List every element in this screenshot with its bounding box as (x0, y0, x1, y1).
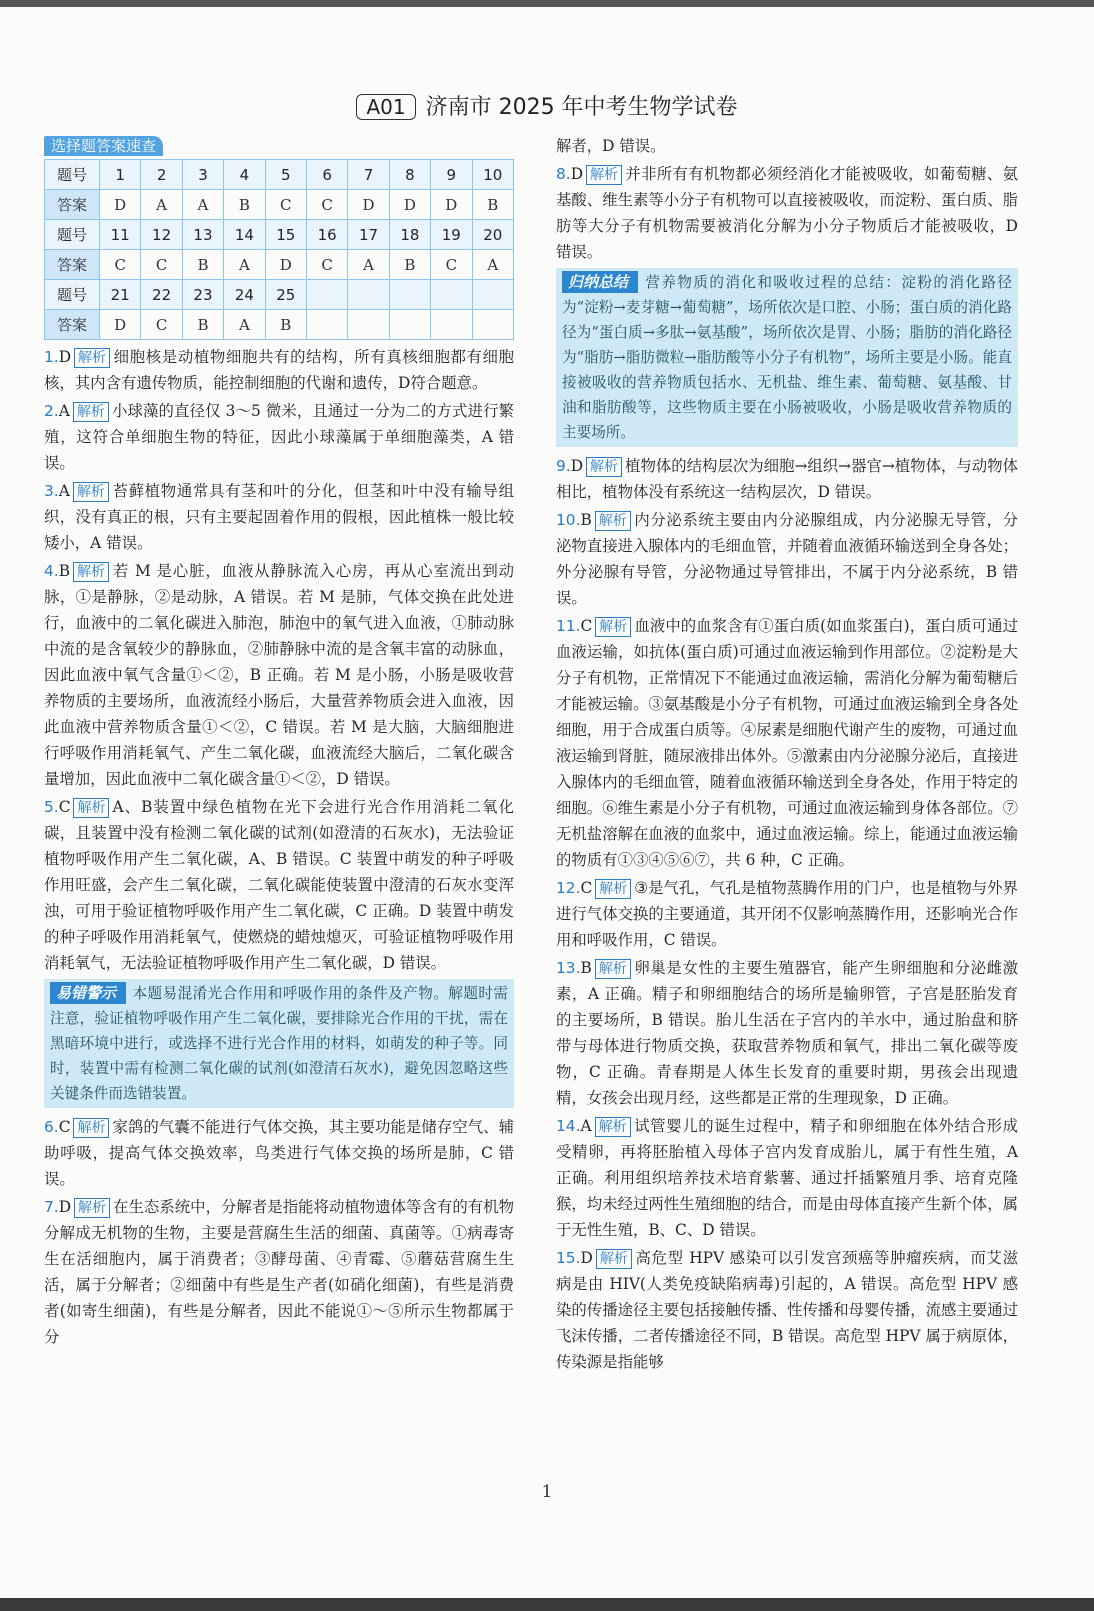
row-header-answer: 答案 (45, 310, 100, 340)
answer-cell: C (141, 250, 182, 280)
question-number-cell: 4 (224, 160, 265, 190)
question-number-cell: 25 (265, 280, 306, 310)
question-1: 1.D 解析 细胞核是动植物细胞共有的结构，所有真核细胞都有细胞核，其内含有遗传物质，能控制细胞的代谢和遗传，D符合题意。 (44, 348, 514, 392)
question-number-cell: 16 (306, 220, 347, 250)
question-number-cell: 15 (265, 220, 306, 250)
question-number-cell: 13 (182, 220, 223, 250)
question-number-cell: 3 (182, 160, 223, 190)
question-number-cell: 7 (348, 160, 389, 190)
answer-cell: B (265, 310, 306, 340)
right-column (556, 133, 1018, 1377)
summary-box: 归纳总结 营养物质的消化和吸收过程的总结：淀粉的消化路径为“淀粉→麦芽糖→葡萄糖”，场所依次是口腔、小肠；蛋白质的消化路径为“蛋白质→多肽→氨基酸”，场所依次是胃、小肠；脂肪的消化路径为“脂肪→脂肪微粒→脂肪酸等小分子有机物”，场所主要是小肠。能直接被吸收的营养物质包括水、无机盐、维生素、葡萄糖、氨基酸、甘油和脂肪酸等，这些物质主要在小肠被吸收，小肠是吸收营养物质的主要场所。 (556, 268, 1018, 447)
answer-cell: B (224, 190, 265, 220)
answer-cell: C (431, 250, 472, 280)
answer-cell (348, 310, 389, 340)
row-header-question: 题号 (45, 280, 100, 310)
answer-cell: A (182, 190, 223, 220)
question-number-cell (306, 280, 347, 310)
answer-cell: A (472, 250, 513, 280)
row-header-answer: 答案 (45, 190, 100, 220)
summary-tag: 归纳总结 (562, 271, 638, 293)
answer-cell: C (306, 250, 347, 280)
answer-cell: A (224, 310, 265, 340)
question-number-cell: 24 (224, 280, 265, 310)
answer-cell: A (224, 250, 265, 280)
answer-cell (306, 310, 347, 340)
answer-cell: D (348, 190, 389, 220)
question-number-cell: 22 (141, 280, 182, 310)
question-number-cell: 9 (431, 160, 472, 190)
answer-table-answer-row (45, 250, 514, 280)
answer-table-label: 选择题答案速查 (44, 136, 163, 156)
question-7-continued: 解者，D 错误。 (556, 137, 666, 155)
answer-cell: B (182, 310, 223, 340)
answer-cell: B (472, 190, 513, 220)
question-15: 15.D 解析 高危型 HPV 感染可以引发宫颈癌等肿瘤疾病，而艾滋病是由 HIV(人类免疫缺陷病毒)引起的，A 错误。高危型 HPV 感染的传播途径主要包括接触传播、性传播和母婴传播，流感主要通过飞沫传播，二者传播途径不同，B 错误。高危型 HPV 属于病原体，传染源是指能够 (556, 1249, 1018, 1371)
question-2: 2.A 解析 小球藻的直径仅 3～5 微米，且通过一分为二的方式进行繁殖，这符合单细胞生物的特征，因此小球藻属于单细胞藻类，A 错误。 (44, 402, 514, 472)
question-4: 4.B 解析 若 M 是心脏，血液从静脉流入心房，再从心室流出到动脉，①是静脉，②是动脉，A 错误。若 M 是肺，气体交换在此处进行，血液中的二氧化碳进入肺泡，肺泡中的氧气进入血液，①肺动脉中流的是含氧较少的静脉血，②肺静脉中流的是含氧丰富的动脉血，因此血液中氧气含量①＜②，B 正确。若 M 是小肠，小肠是吸收营养物质的主要场所，血液流经小肠后，大量营养物质会进入血液，因此血液中营养物质含量①＜②，C 错误。若 M 是大脑，大脑细胞进行呼吸作用消耗氧气、产生二氧化碳，血液流经大脑后，二氧化碳含量增加，因此血液中二氧化碳含量①＜②，D 错误。 (44, 562, 514, 788)
answer-cell: A (141, 190, 182, 220)
question-number-cell: 6 (306, 160, 347, 190)
answer-cell: D (100, 190, 141, 220)
question-number-cell: 23 (182, 280, 223, 310)
answer-table (44, 159, 514, 340)
answer-table-number-row (45, 220, 514, 250)
answer-cell: B (182, 250, 223, 280)
question-number-cell (431, 280, 472, 310)
question-12: 12.C 解析 ③是气孔，气孔是植物蒸腾作用的门户，也是植物与外界进行气体交换的主要通道，其开闭不仅影响蒸腾作用，还影响光合作用和呼吸作用，C 错误。 (556, 879, 1018, 949)
answer-cell: D (389, 190, 430, 220)
scan-bottom-edge (0, 1598, 1094, 1611)
question-14: 14.A 解析 试管婴儿的诞生过程中，精子和卵细胞在体外结合形成受精卵，再将胚胎植入母体子宫内发育成胎儿，属于有性生殖，A 正确。利用组织培养技术培育紫薯、通过扦插繁殖月季、培育克隆猴，均未经过两性生殖细胞的结合，而是由母体直接产生新个体，属于无性生殖，B、C、D 错误。 (556, 1117, 1018, 1239)
question-number-cell (472, 280, 513, 310)
answer-cell: C (141, 310, 182, 340)
question-7: 7.D 解析 在生态系统中，分解者是指能将动植物遗体等含有的有机物分解成无机物的生物，主要是营腐生生活的细菌、真菌等。①病毒寄生在活细胞内，属于消费者；③酵母菌、④青霉、⑤蘑菇营腐生生活，属于分解者；②细菌中有些是生产者(如硝化细菌)，有些是消费者(如寄生细菌)，有些是分解者，因此不能说①～⑤所示生物都属于分 (44, 1198, 514, 1346)
left-column (44, 133, 514, 1352)
page-title (0, 90, 1094, 121)
question-number-cell: 2 (141, 160, 182, 190)
answer-cell: C (306, 190, 347, 220)
answer-cell: A (348, 250, 389, 280)
answer-cell (431, 310, 472, 340)
answer-cell (472, 310, 513, 340)
question-number-cell: 17 (348, 220, 389, 250)
question-13: 13.B 解析 卵巢是女性的主要生殖器官，能产生卵细胞和分泌雌激素，A 正确。精子和卵细胞结合的场所是输卵管，子宫是胚胎发育的主要场所，B 错误。胎儿生活在子宫内的羊水中，通过胎盘和脐带与母体进行物质交换，获取营养物质和氧气，排出二氧化碳等废物，C 正确。青春期是人体生长发育的重要时期，男孩会出现遗精，女孩会出现月经，这些都是正常的生理现象，D 正确。 (556, 959, 1018, 1107)
question-number-cell (389, 280, 430, 310)
answer-table-number-row (45, 160, 514, 190)
question-11: 11.C 解析 血液中的血浆含有①蛋白质(如血浆蛋白)，蛋白质可通过血液运输，如抗体(蛋白质)可通过血液运输到作用部位。②淀粉是大分子有机物，正常情况下不能通过血液运输，需消化分解为葡萄糖后才能被运输。③氨基酸是小分子有机物，可通过血液运输到全身各处细胞，用于合成蛋白质等。④尿素是细胞代谢产生的废物，可通过血液运输到肾脏，随尿液排出体外。⑤激素由内分泌腺分泌后，直接进入腺体内的毛细血管，随着血液循环输送到全身各处，作用于特定的细胞。⑥维生素是小分子有机物，可通过血液运输到身体各部位。⑦无机盐溶解在血液的血浆中，通过血液运输。综上，能通过血液运输的物质有①③④⑤⑥⑦，共 6 种，C 正确。 (556, 617, 1018, 869)
answer-cell (389, 310, 430, 340)
question-number-cell: 5 (265, 160, 306, 190)
answer-cell: D (431, 190, 472, 220)
question-3: 3.A 解析 苔藓植物通常具有茎和叶的分化，但茎和叶中没有输导组织，没有真正的根，只有主要起固着作用的假根，因此植株一般比较矮小，A 错误。 (44, 482, 514, 552)
answer-table-number-row (45, 280, 514, 310)
question-number-cell: 12 (141, 220, 182, 250)
question-6: 6.C 解析 家鸽的气囊不能进行气体交换，其主要功能是储存空气、辅助呼吸，提高气体交换效率，鸟类进行气体交换的场所是肺，C 错误。 (44, 1118, 514, 1188)
answer-table-answer-row (45, 190, 514, 220)
answer-cell: B (389, 250, 430, 280)
question-number-cell (348, 280, 389, 310)
paper-title: 济南市 2025 年中考生物学试卷 (425, 95, 738, 120)
error-warning-box: 易错警示 本题易混淆光合作用和呼吸作用的条件及产物。解题时需注意，验证植物呼吸作用产生二氧化碳，要排除光合作用的干扰，需在黑暗环境中进行，或选择不进行光合作用的材料，如萌发的种子等。同时，装置中需有检测二氧化碳的试剂(如澄清石灰水)，避免因忽略这些关键条件而选错装置。 (44, 979, 514, 1108)
question-number-cell: 20 (472, 220, 513, 250)
answer-table-answer-row (45, 310, 514, 340)
answer-cell: D (100, 310, 141, 340)
question-5: 5.C 解析 A、B装置中绿色植物在光下会进行光合作用消耗二氧化碳，且装置中没有检测二氧化碳的试剂(如澄清的石灰水)，无法验证植物呼吸作用产生二氧化碳，A、B 错误。C 装置中萌发的种子呼吸作用旺盛，会产生二氧化碳，二氧化碳能使装置中澄清的石灰水变浑浊，可用于验证植物呼吸作用产生二氧化碳，C 正确。D 装置中萌发的种子呼吸作用消耗氧气，使燃烧的蜡烛熄灭，可验证植物呼吸作用消耗氧气，无法验证植物呼吸作用产生二氧化碳，D 错误。 (44, 798, 514, 972)
question-number-cell: 18 (389, 220, 430, 250)
row-header-question: 题号 (45, 220, 100, 250)
question-number-cell: 19 (431, 220, 472, 250)
question-number-cell: 21 (100, 280, 141, 310)
question-number-cell: 1 (100, 160, 141, 190)
question-10: 10.B 解析 内分泌系统主要由内分泌腺组成，内分泌腺无导管，分泌物直接进入腺体内的毛细血管，并随着血液循环输送到全身各处；外分泌腺有导管，分泌物通过导管排出，不属于内分泌系统，B 错误。 (556, 511, 1018, 607)
scan-top-edge (0, 0, 1094, 7)
error-warning-tag: 易错警示 (50, 982, 126, 1004)
answer-cell: C (265, 190, 306, 220)
answer-cell: D (265, 250, 306, 280)
question-8: 8.D 解析 并非所有有机物都必须经消化才能被吸收，如葡萄糖、氨基酸、维生素等小分子有机物可以直接被吸收，而淀粉、蛋白质、脂肪等大分子有机物需要被消化分解为小分子物质后才能被吸收，D 错误。 (556, 165, 1018, 261)
question-number-cell: 10 (472, 160, 513, 190)
row-header-answer: 答案 (45, 250, 100, 280)
answer-cell: C (100, 250, 141, 280)
question-number-cell: 14 (224, 220, 265, 250)
question-number-cell: 11 (100, 220, 141, 250)
page-number: 1 (541, 1482, 553, 1502)
paper-code: A01 (356, 94, 415, 120)
row-header-question: 题号 (45, 160, 100, 190)
question-number-cell: 8 (389, 160, 430, 190)
question-9: 9.D 解析 植物体的结构层次为细胞→组织→器官→植物体，与动物体相比，植物体没有系统这一结构层次，D 错误。 (556, 457, 1018, 501)
